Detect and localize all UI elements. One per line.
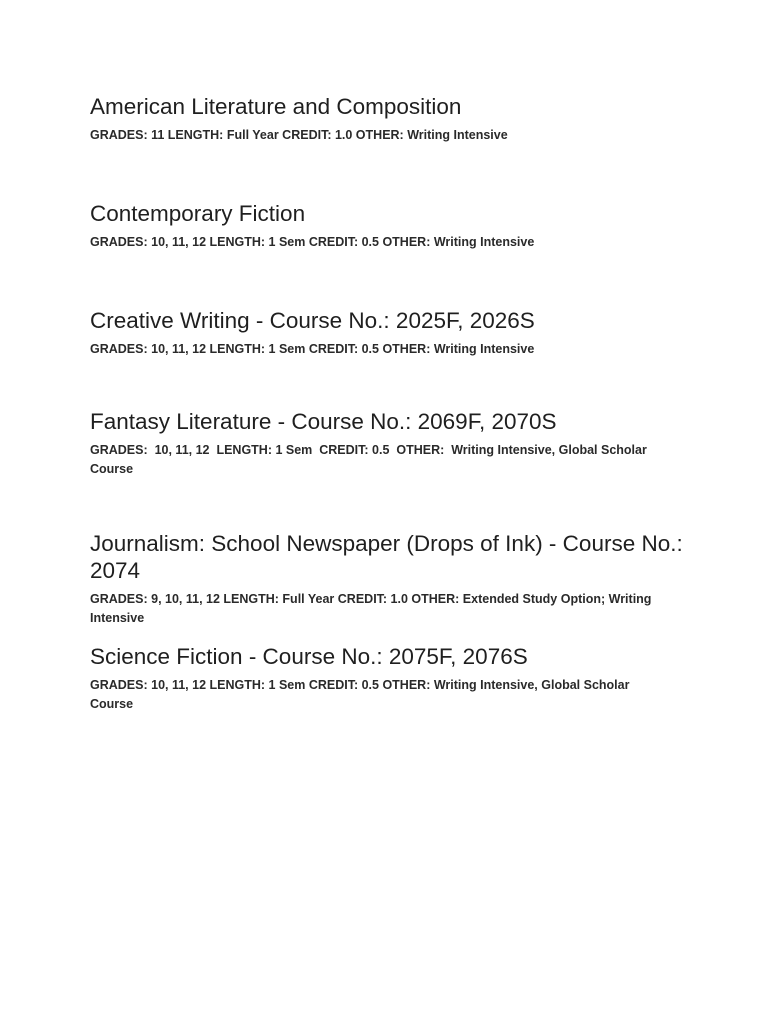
course-entry-fantasy-literature bbox=[90, 408, 690, 479]
course-entry-science-fiction bbox=[90, 643, 690, 714]
course-title: Science Fiction - Course No.: 2075F, 2076S bbox=[90, 644, 528, 669]
course-details: GRADES: 10, 11, 12 LENGTH: 1 Sem CREDIT: 0.5 OTHER: Writing Intensive bbox=[90, 342, 535, 356]
course-details: GRADES: 10, 11, 12 LENGTH: 1 Sem CREDIT: 0.5 OTHER: Writing Intensive bbox=[90, 235, 535, 249]
course-title: Fantasy Literature - Course No.: 2069F, 2070S bbox=[90, 409, 557, 434]
course-details: GRADES: 10, 11, 12 LENGTH: 1 Sem CREDIT: 0.5 OTHER: Writing Intensive, Global Scholar Course bbox=[90, 678, 633, 711]
course-entry-american-literature bbox=[90, 93, 690, 145]
course-details: GRADES: 11 LENGTH: Full Year CREDIT: 1.0 OTHER: Writing Intensive bbox=[90, 128, 508, 142]
course-entry-creative-writing bbox=[90, 307, 690, 359]
course-details: GRADES: 10, 11, 12 LENGTH: 1 Sem CREDIT: 0.5 OTHER: Writing Intensive, Global Scholar Course bbox=[90, 443, 651, 476]
course-details: GRADES: 9, 10, 11, 12 LENGTH: Full Year CREDIT: 1.0 OTHER: Extended Study Option; Writing Intensive bbox=[90, 592, 655, 625]
course-title: Journalism: School Newspaper (Drops of Ink) - Course No.: 2074 bbox=[90, 531, 683, 583]
course-title: Contemporary Fiction bbox=[90, 201, 306, 226]
course-title: American Literature and Composition bbox=[90, 94, 462, 119]
course-title: Creative Writing - Course No.: 2025F, 2026S bbox=[90, 308, 535, 333]
course-entry-contemporary-fiction bbox=[90, 200, 690, 252]
course-entry-journalism bbox=[90, 530, 690, 628]
